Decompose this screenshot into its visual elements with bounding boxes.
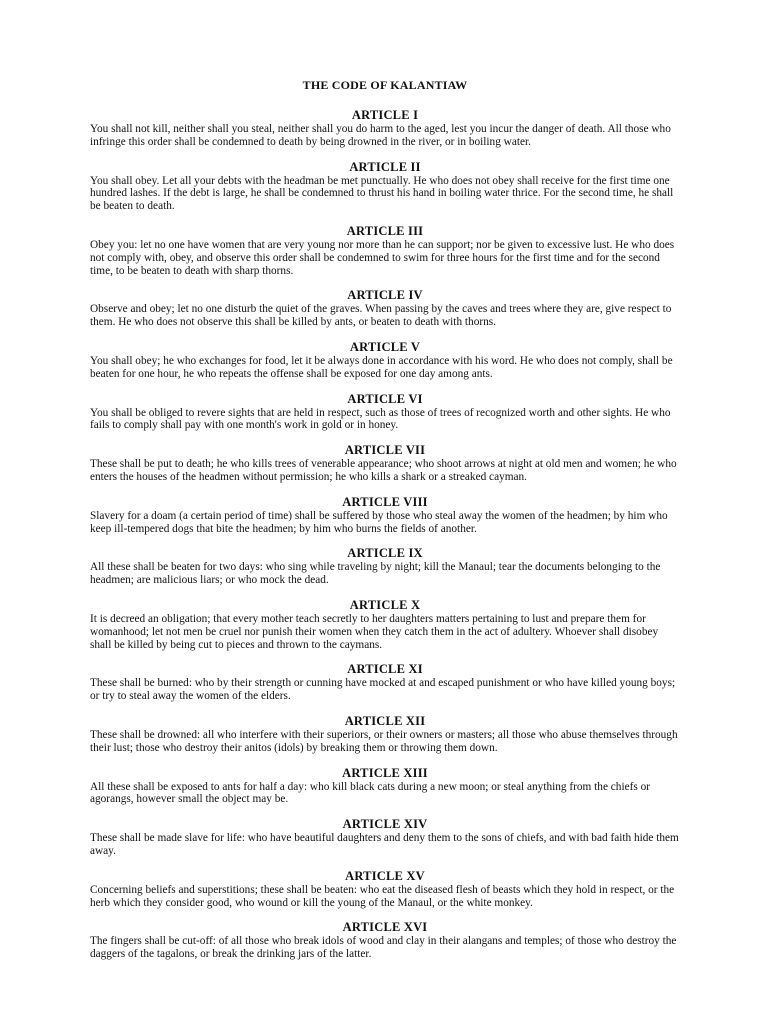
article-heading: ARTICLE XI: [347, 662, 423, 677]
document-title: THE CODE OF KALANTIAW: [302, 78, 468, 92]
article-heading: ARTICLE XV: [345, 868, 425, 883]
article-text: It is decreed an obligation; that every mother teach secretly to her daughters matters pertaining to lust and prepare them for womanhood; let not men be cruel nor punish their women when they catch them in the act of adultery. Whoever shall disobey shall be killed by being cut to pieces and thrown to the caymans.: [90, 612, 659, 651]
article-heading: ARTICLE II: [349, 159, 421, 174]
article-heading: ARTICLE III: [346, 223, 424, 238]
article-heading: ARTICLE XII: [344, 713, 426, 728]
article-text: Obey you: let no one have women that are very young nor more than he can support; nor be given to excessive lust. He who does not comply with, obey, and observe this order shall be condemned to swim for three hours for the first time and for the second time, to be beaten to death with sharp thorns.: [90, 238, 675, 277]
article-heading: ARTICLE XIII: [342, 765, 428, 780]
article-heading: ARTICLE V: [349, 339, 421, 354]
article-heading: ARTICLE IV: [347, 288, 423, 303]
article-text: All these shall be beaten for two days: who sing while traveling by night; kill the Manaul; tear the documents belonging to the headmen; are malicious liars; or who mock the dead.: [90, 561, 661, 587]
article: [90, 288, 680, 329]
article-heading: ARTICLE XIV: [342, 817, 428, 832]
article: [90, 108, 680, 149]
article-text: The fingers shall be cut-off: of all those who break idols of wood and clay in their alangans and temples; of those who destroy the daggers of the tagalons, or break the drinking jars of the latter.: [90, 935, 677, 961]
article-heading: ARTICLE VI: [347, 391, 423, 406]
article: [90, 662, 680, 703]
article: [90, 224, 680, 277]
article-text: You shall not kill, neither shall you steal, neither shall you do harm to the aged, lest you incur the danger of death. All those who infringe this order shall be condemned to death by being drowned in the river, or in boiling water.: [90, 123, 671, 148]
article-text: These shall be drowned: all who interfere with their superiors, or their owners or masters; all those who abuse themselves through their lust; those who destroy their anitos (idols) by breaking them or throwing them down.: [90, 728, 678, 754]
article: [90, 392, 680, 433]
article-heading: ARTICLE X: [349, 597, 421, 612]
article-text: Concerning beliefs and superstitions; these shall be beaten: who eat the diseased flesh of beasts which they hold in respect, or the herb which they consider good, who wound or kill the young of the Manaul, or the white monkey.: [90, 883, 675, 909]
article: [90, 160, 680, 213]
article-heading: ARTICLE I: [351, 108, 419, 122]
article: [90, 766, 680, 807]
article: [90, 714, 680, 755]
article-heading: ARTICLE XVI: [342, 920, 428, 935]
article: [90, 546, 680, 587]
article: [90, 869, 680, 910]
article: [90, 817, 680, 858]
article-text: These shall be made slave for life: who have beautiful daughters and deny them to the sons of chiefs, and with bad faith hide them away.: [90, 832, 679, 857]
article-text: You shall be obliged to revere sights that are held in respect, such as those of trees of recognized worth and other sights. He who fails to comply shall pay with one month's work in gold or in honey.: [90, 406, 671, 432]
article: [90, 598, 680, 651]
article: [90, 443, 680, 484]
article-text: These shall be burned: who by their strength or cunning have mocked at and escaped punishment or who have killed young boys; or try to steal away the women of the elders.: [90, 677, 676, 703]
article-text: These shall be put to death; he who kills trees of venerable appearance; who shoot arrows at night at old men and women; he who enters the houses of the headmen without permission; he who kills a shark or a streaked cayman.: [90, 458, 677, 483]
article-text: You shall obey; he who exchanges for food, let it be always done in accordance with his word. He who does not comply, shall be beaten for one hour, he who repeats the offense shall be exposed for one day among ants.: [90, 354, 673, 380]
article-text: Observe and obey; let no one disturb the quiet of the graves. When passing by the caves and trees where they are, give respect to them. He who does not observe this shall be killed by ants, or beaten to death with thorns.: [90, 303, 672, 329]
article-text: Slavery for a doam (a certain period of time) shall be suffered by those who steal away the women of the headmen; by him who keep ill-tempered dogs that bite the headmen; by him who burns the fields of another.: [90, 509, 668, 535]
article-heading: ARTICLE VII: [344, 443, 426, 458]
document-page: [90, 78, 680, 972]
article: [90, 920, 680, 961]
article-text: You shall obey. Let all your debts with the headman be met punctually. He who does not obey shall receive for the first time one hundred lashes. If the debt is large, he shall be condemned to thrust his hand in boiling water thrice. For the second time, he shall be beaten to death.: [90, 174, 674, 213]
article-heading: ARTICLE IX: [347, 546, 423, 561]
article: [90, 340, 680, 381]
article: [90, 495, 680, 536]
article-heading: ARTICLE VIII: [342, 494, 428, 509]
article-text: All these shall be exposed to ants for half a day: who kill black cats during a new moon; or steal anything from the chiefs or agorangs, however small the object may be.: [90, 780, 650, 806]
